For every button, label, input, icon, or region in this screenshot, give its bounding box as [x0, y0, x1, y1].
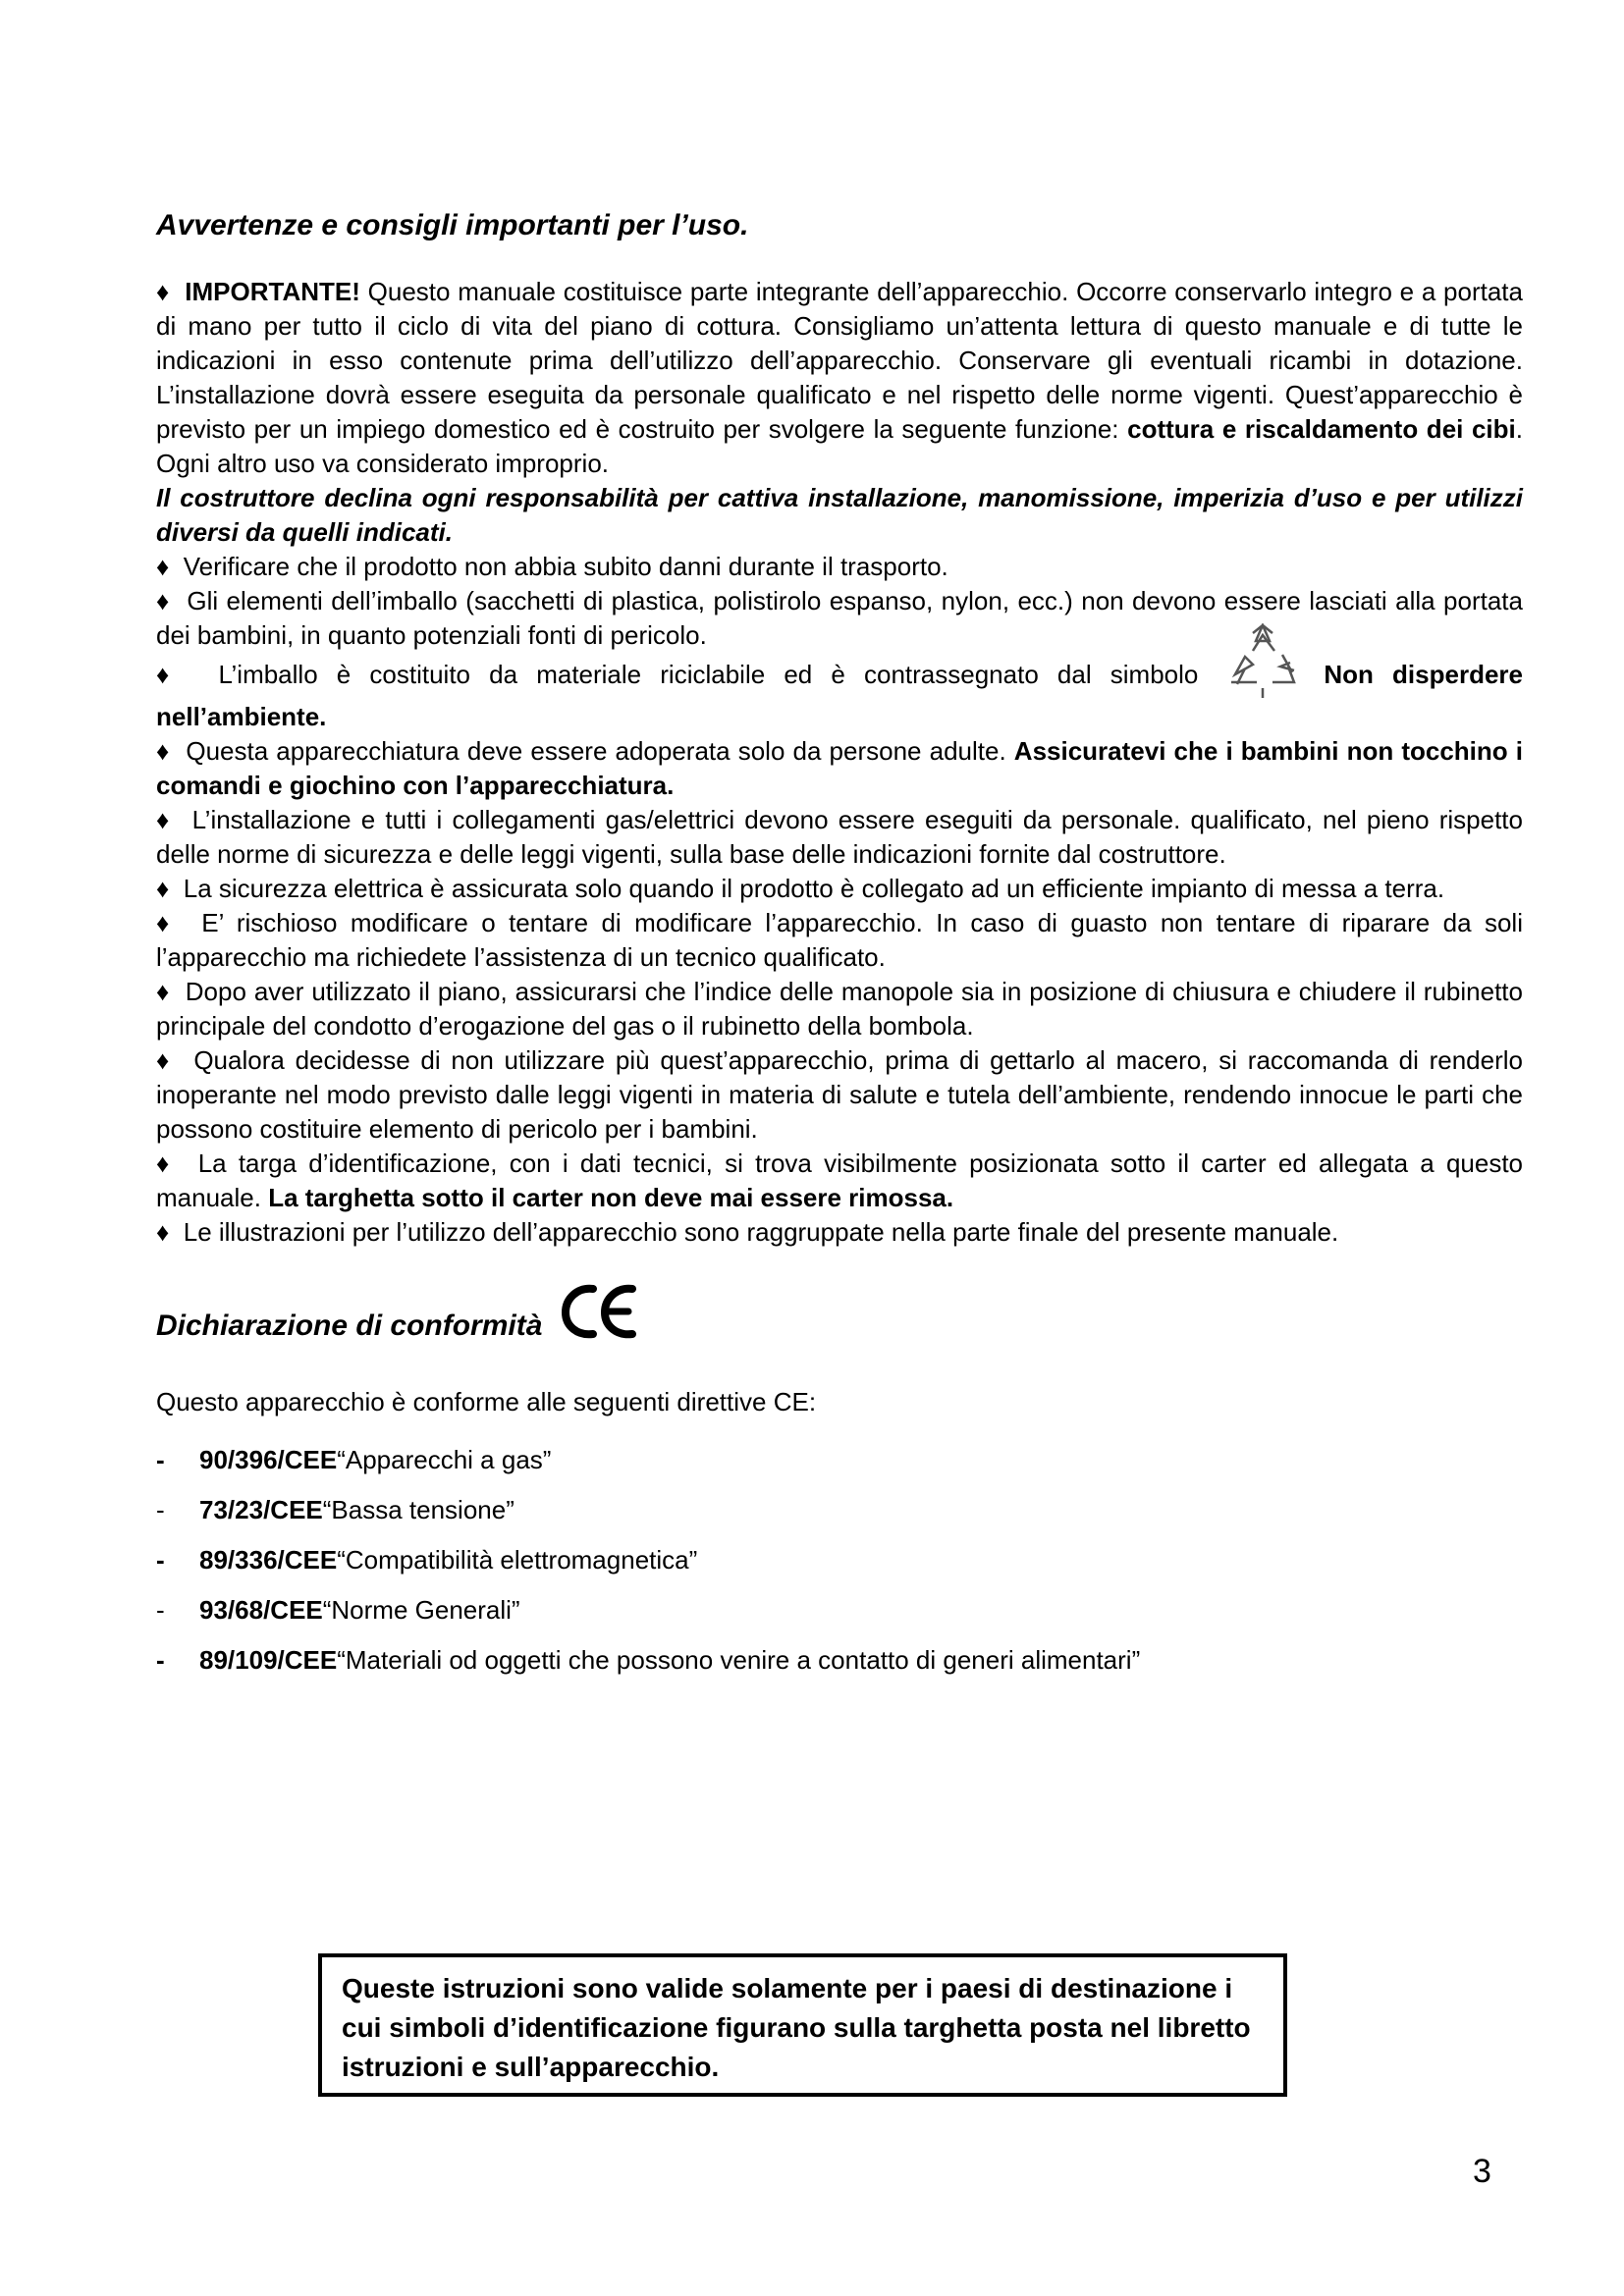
directive-item: - 90/396/CEE “Apparecchi a gas”	[156, 1445, 552, 1474]
conformity-intro: Questo apparecchio è conforme alle seguenti direttive CE:	[156, 1387, 817, 1416]
bullet-illustrations: ♦ Le illustrazioni per l’utilizzo dell’apparecchio sono raggruppate nella parte finale del presente manuale.	[156, 1217, 1339, 1247]
ce-mark-icon	[558, 1279, 640, 1342]
bullet-disposal: ♦ Qualora decidesse di non utilizzare più quest’apparecchio, prima di gettarlo al macero, si raccomanda di renderlo inoperante nel modo previsto dalle leggi vigenti in materia di salute e tutela dell’ambiente, rendendo innocue le parti che possono costituire elemento di pericolo per i bambini.	[156, 1045, 1523, 1144]
directive-item: - 73/23/CEE “Bassa tensione”	[156, 1495, 514, 1524]
bullet-transport: ♦ Verificare che il prodotto non abbia subito danni durante il trasporto.	[156, 552, 948, 581]
page-content	[156, 206, 1523, 1685]
paragraph-important: ♦ IMPORTANTE! Questo manuale costituisce parte integrante dell’apparecchio. Occorre conservarlo integro e a portata di mano per tutto il ciclo di vita del piano di cottura. Consigliamo un’attenta lettura di questo manuale e di tutte le indicazioni in esso contenute prima dell’utilizzo dell’apparecchio. Conservare gli eventuali ricambi in dotazione. L’installazione dovrà essere eseguita da personale qualificato e nel rispetto delle norme vigenti. Quest’apparecchio è previsto per un impiego domestico ed è costruito per svolgere la seguente funzione: cottura e riscaldamento dei cibi. Ogni altro uso va considerato improprio.	[156, 277, 1523, 478]
manufacturer-disclaimer: Il costruttore declina ogni responsabilità per cattiva installazione, manomissione, imperizia d’uso e per utilizzi diversi da quelli indicati.	[156, 483, 1523, 547]
bullet-electric-safety: ♦ La sicurezza elettrica è assicurata solo quando il prodotto è collegato ad un efficiente impianto di messa a terra.	[156, 874, 1445, 903]
bullet-installation: ♦ L’installazione e tutti i collegamenti gas/elettrici devono essere eseguiti da personale. qualificato, nel pieno rispetto delle norme di sicurezza e delle leggi vigenti, sulla base delle indicazioni fornite dal costruttore.	[156, 805, 1523, 869]
bullet-recycle: ♦ L’imballo è costituito da materiale riciclabile ed è contrassegnato dal simbolo Non disperdere nell’ambiente.	[156, 653, 1523, 734]
conformity-header	[156, 1279, 1523, 1346]
bullet: ♦	[156, 277, 170, 306]
section-title-warnings: Avvertenze e consigli importanti per l’uso.	[156, 209, 749, 241]
section-title-conformity: Dichiarazione di conformità	[156, 1309, 543, 1342]
warnings-body	[156, 275, 1523, 1250]
bullet-modifications: ♦ E’ rischioso modificare o tentare di modificare l’apparecchio. In caso di guasto non tentare di riparare da soli l’apparecchio ma richiedete l’assistenza di un tecnico qualificato.	[156, 908, 1523, 972]
directive-item: - 93/68/CEE “Norme Generali”	[156, 1595, 520, 1625]
bullet-id-plate: ♦ La targa d’identificazione, con i dati tecnici, si trova visibilmente posizionata sotto il carter ed allegata a questo manuale. La targhetta sotto il carter non deve mai essere rimossa.	[156, 1148, 1524, 1212]
bullet-packaging: ♦ Gli elementi dell’imballo (sacchetti di plastica, polistirolo espanso, nylon, ecc.) non devono essere lasciati alla portata dei bambini, in quanto potenziali fonti di pericolo.	[156, 586, 1523, 650]
directive-item: - 89/336/CEE “Compatibilità elettromagnetica”	[156, 1545, 698, 1575]
important-label: IMPORTANTE!	[185, 277, 360, 306]
directive-list	[156, 1435, 1523, 1685]
recycle-icon	[1223, 623, 1302, 700]
bullet-after-use: ♦ Dopo aver utilizzato il piano, assicurarsi che l’indice delle manopole sia in posizione di chiusura e chiudere il rubinetto principale del condotto d’erogazione del gas o il rubinetto della bombola.	[156, 977, 1523, 1041]
bullet-adults: ♦ Questa apparecchiatura deve essere adoperata solo da persone adulte. Assicuratevi che i bambini non tocchino i comandi e giochino con l’apparecchiatura.	[156, 736, 1523, 800]
page-number: 3	[1473, 2153, 1491, 2190]
validity-notice-box: Queste istruzioni sono valide solamente per i paesi di destinazione i cui simboli d’identificazione figurano sulla targhetta posta nel libretto istruzioni e sull’apparecchio.	[318, 1953, 1287, 2097]
directive-item: - 89/109/CEE “Materiali od oggetti che possono venire a contatto di generi alimentari”	[156, 1645, 1141, 1675]
